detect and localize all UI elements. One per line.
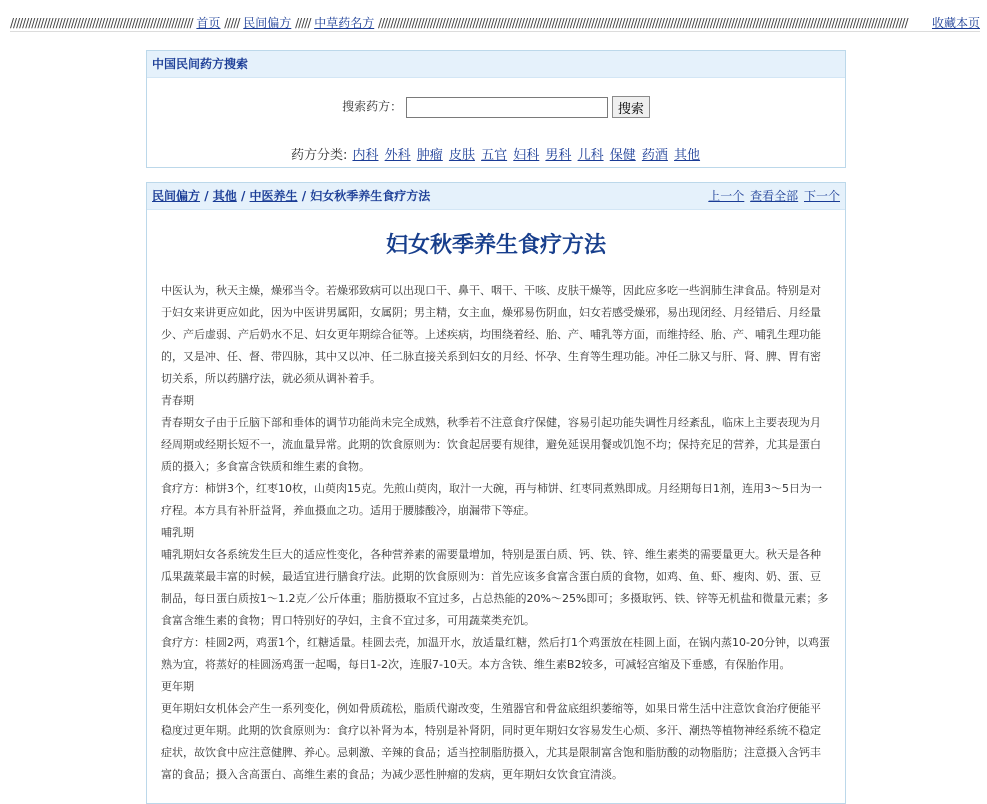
article-paragraph: 青春期女子由于丘脑下部和垂体的调节功能尚未完全成熟，秋季若不注意食疗保健，容易引起功能失调性月经紊乱，临床上主要表现为月经周期或经期长短不一，流血量异常。此期的饮食原则为：饮食起居要有规律，避免延误用餐或饥饱不均；保持充足的营养，尤其是蛋白质的摄入；多食富含铁质和维生素的食物。 xyxy=(161,416,821,473)
nav-home-link[interactable]: 首页 xyxy=(196,16,221,30)
next-article-link[interactable]: 下一个 xyxy=(803,189,840,203)
decorative-slashes: ////////////////////////////////////////////////////////////////////////////////////////////////////////////////////////////////////////////////////////////////////////////// xyxy=(378,16,908,30)
search-label: 搜索药方： xyxy=(342,99,403,114)
article-header xyxy=(147,183,845,210)
category-link[interactable]: 肿瘤 xyxy=(416,148,443,163)
top-navigation-bar xyxy=(10,15,980,32)
search-row xyxy=(147,96,845,118)
breadcrumb-other[interactable]: 其他 xyxy=(212,189,237,203)
article-body xyxy=(161,280,831,786)
breadcrumb: 民间偏方 / 其他 / 中医养生 / 妇女秋季养生食疗方法 xyxy=(152,189,431,203)
category-link[interactable]: 男科 xyxy=(545,148,572,163)
article-paragraph: 食疗方：柿饼3个，红枣10枚，山萸肉15克。先煎山萸肉，取汁一大碗，再与柿饼、红枣同煮熟即成。月经期每日1剂，连用3～5日为一疗程。本方具有补肝益肾，养血摄血之功。适用于腰膝酸冷，崩漏带下等症。 xyxy=(161,482,822,517)
search-panel-title: 中国民间药方搜索 xyxy=(147,51,845,78)
bookmark-page-link[interactable]: 收藏本页 xyxy=(931,16,980,30)
category-link[interactable]: 五官 xyxy=(481,148,508,163)
nav-folk-remedy-link[interactable]: 民间偏方 xyxy=(243,16,292,30)
article-pager xyxy=(706,183,840,209)
category-row xyxy=(147,144,845,163)
category-link[interactable]: 妇科 xyxy=(513,148,540,163)
article-paragraph: 更年期妇女机体会产生一系列变化，例如骨质疏松，脂质代谢改变，生殖器官和骨盆底组织萎缩等，如果日常生活中注意饮食治疗便能平稳度过更年期。此期的饮食原则为：食疗以补肾为本，特别是补肾阴，同时更年期妇女容易发生心烦、多汗、潮热等植物神经系统不稳定症状，故饮食中应注意健脾、养心。忌刺激、辛辣的食品；适当控制脂肪摄入，尤其是限制富含饱和脂肪酸的动物脂肪；注意摄入含钙丰富的食品；摄入含高蛋白、高维生素的食品；为减少恶性肿瘤的发病，更年期妇女饮食宜清淡。 xyxy=(161,702,821,781)
category-link[interactable]: 药酒 xyxy=(641,148,668,163)
article-paragraph: 食疗方：桂圆2两，鸡蛋1个，红糖适量。桂圆去壳，加温开水，放适量红糖，然后打1个鸡蛋放在桂圆上面，在锅内蒸10-20分钟，以鸡蛋熟为宜，将蒸好的桂圆汤鸡蛋一起喝，每日1-2次，连服7-10天。本方含铁、维生素B2较多，可减轻宫缩及下垂感，有保胎作用。 xyxy=(161,636,830,671)
search-input[interactable] xyxy=(406,97,608,118)
breadcrumb-tcm-health[interactable]: 中医养生 xyxy=(249,189,298,203)
search-button[interactable]: 搜索 xyxy=(612,96,650,118)
article-paragraph: 中医认为，秋天主燥，燥邪当令。若燥邪致病可以出现口干、鼻干、咽干、干咳、皮肤干燥等，因此应多吃一些润肺生津食品。特别是对于妇女来讲更应如此，因为中医讲男属阳，女属阴；男主精，女主血，燥邪易伤阴血，妇女若感受燥邪，易出现闭经、月经错后、月经量少、产后虚弱、产后奶水不足、妇女更年期综合征等。上述疾病，均围绕着经、胎、产、哺乳等方面，而维持经、胎、产、哺乳生理功能的，又是冲、任、督、带四脉，其中又以冲、任二脉直接关系到妇女的月经、怀孕、生育等生理功能。冲任二脉又与肝、肾、脾、胃有密切关系，所以药膳疗法，就必须从调补着手。 xyxy=(161,284,821,385)
breadcrumb-current: 妇女秋季养生食疗方法 xyxy=(310,189,431,203)
decorative-slashes: //////////////////////////////////////////////////////////// xyxy=(10,16,193,30)
category-link[interactable]: 内科 xyxy=(352,148,379,163)
category-link[interactable]: 保健 xyxy=(609,148,636,163)
article-title: 妇女秋季养生食疗方法 xyxy=(385,233,606,258)
section-heading: 青春期 xyxy=(161,394,194,407)
breadcrumb-folk-remedy[interactable]: 民间偏方 xyxy=(152,189,201,203)
category-link[interactable]: 外科 xyxy=(384,148,411,163)
category-link[interactable]: 其他 xyxy=(674,148,701,163)
article-panel xyxy=(146,182,846,804)
section-heading: 更年期 xyxy=(161,680,194,693)
category-link[interactable]: 皮肤 xyxy=(448,148,475,163)
search-panel xyxy=(146,50,846,168)
section-heading: 哺乳期 xyxy=(161,526,194,539)
view-all-link[interactable]: 查看全部 xyxy=(750,189,799,203)
article-paragraph: 哺乳期妇女各系统发生巨大的适应性变化，各种营养素的需要量增加，特别是蛋白质、钙、铁、锌、维生素类的需要量更大。秋天是各种瓜果蔬菜最丰富的时候，最适宜进行膳食疗法。此期的饮食原则为：首先应该多食富含蛋白质的食物，如鸡、鱼、虾、瘦肉、奶、蛋、豆制品，每日蛋白质按1～1.2克／公斤体重；脂肪摄取不宜过多，占总热能的20%～25%即可；多摄取钙、铁、锌等无机盐和微量元素；多食富含维生素的食物；胃口特别好的孕妇，主食不宜过多，可用蔬菜类充饥。 xyxy=(161,548,829,627)
category-label: 药方分类: xyxy=(290,148,348,163)
category-link[interactable]: 儿科 xyxy=(577,148,604,163)
nav-separator: ///// xyxy=(224,16,240,30)
nav-separator: ///// xyxy=(295,16,311,30)
prev-article-link[interactable]: 上一个 xyxy=(708,189,745,203)
nav-herbal-formula-link[interactable]: 中草药名方 xyxy=(314,16,375,30)
